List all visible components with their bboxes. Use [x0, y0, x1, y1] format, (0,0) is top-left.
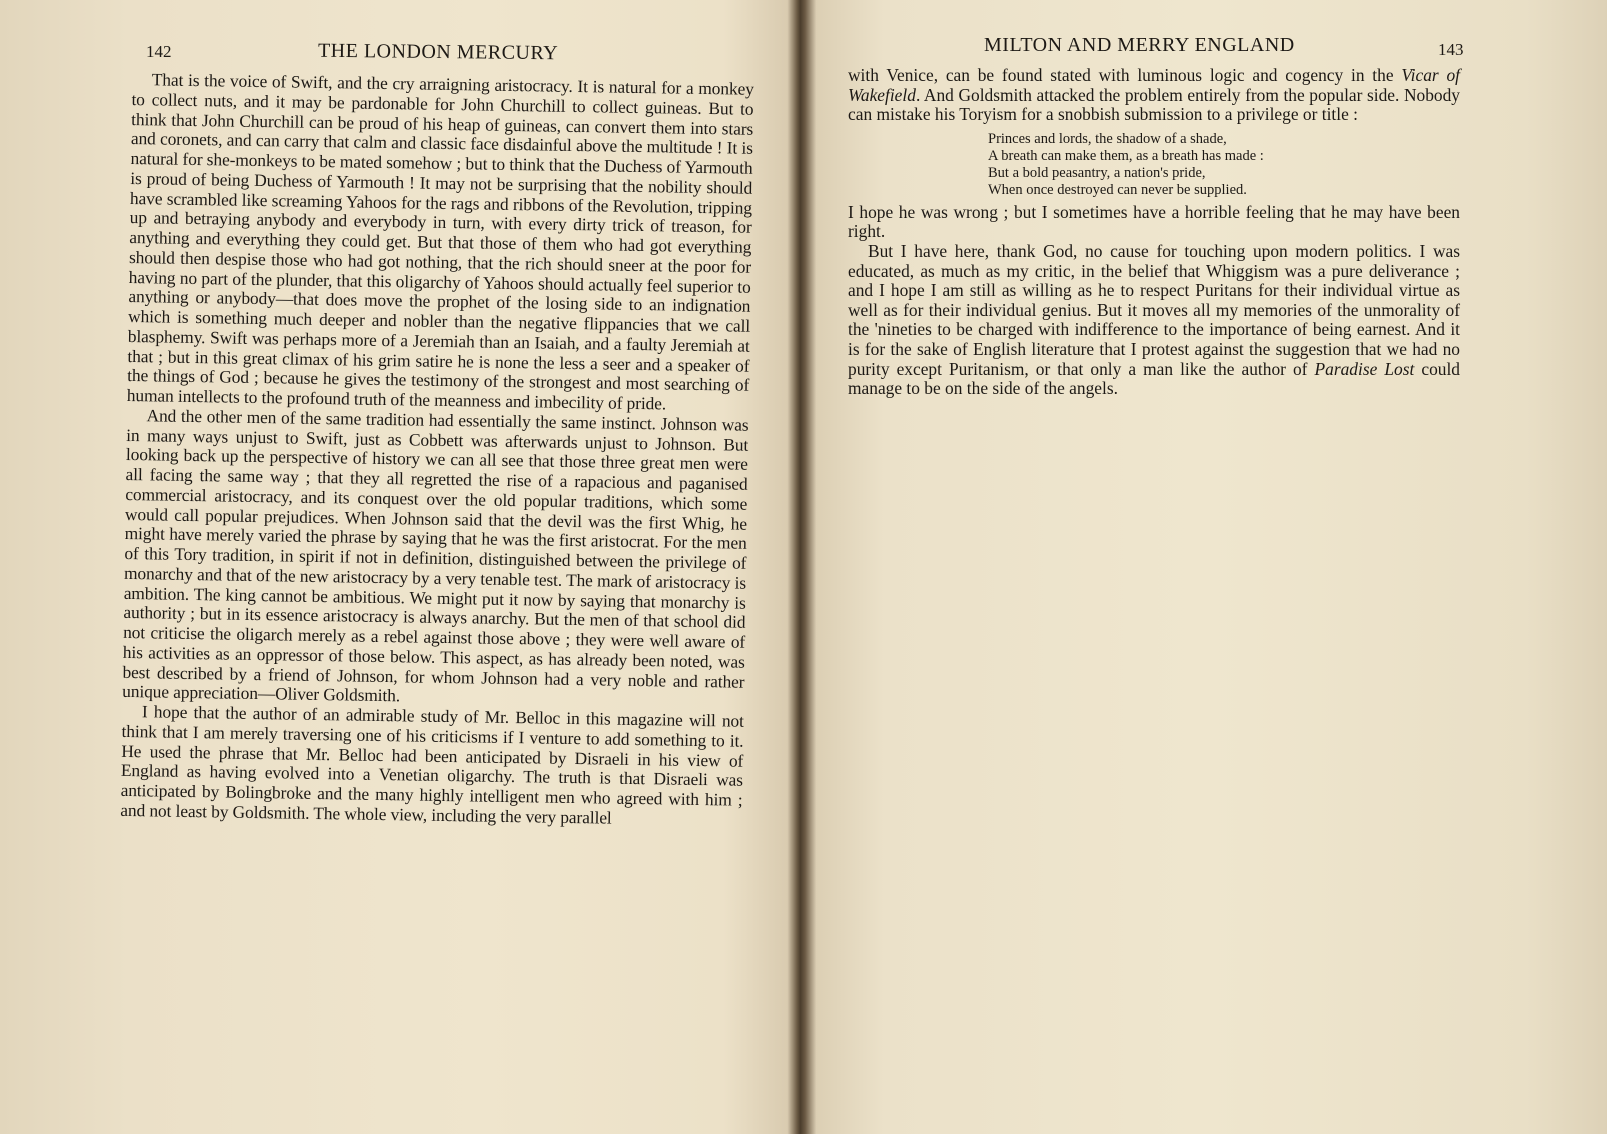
left-body-text [120, 70, 754, 830]
right-paragraph-3 [848, 242, 1460, 399]
left-page [0, 0, 796, 1134]
left-paragraph-2: And the other men of the same tradition had essentially the same instinct. Johnson was in many ways unjust to Swift, just as Cobbett was afterwards unjust to Johnson. But looking back up the perspective of history we can all see that those three great men were all facing the same way ; that they all regretted the rise of a rapacious and paganised commercial aristocracy, and its conquest over the old popular traditions, which some would call popular prejudices. When Johnson said that the devil was the first Whig, he might have merely varied the phrase by saying that he was the first aristocrat. For the men of this Tory tradition, in spirit if not in definition, distinguished between the privilege of monarchy and that of the new aristocracy by a very tenable test. The mark of aristocracy is ambition. The king cannot be ambitious. We might put it now by saying that monarchy is authority ; but in its essence aristocracy is always anarchy. But the men of that school did not criticise the oligarch merely as a rebel against those above ; they were well aware of his activities as an oppressor of those below. This aspect, as has already been noted, was best described by a friend of Johnson, for whom Johnson had a very noble and rather unique appreciation—Oliver Goldsmith. [122, 405, 749, 706]
book-title-vicar: Vicar of Wakefield [848, 65, 1460, 105]
right-paragraph-1 [848, 66, 1460, 125]
right-paragraph-1-text-b: . And Goldsmith attacked the problem entirely from the popular side. Nobody can mistake his Toryism for a snobbish submission to a privilege or title : [848, 84, 1460, 125]
book-title-paradise-lost: Paradise Lost [1314, 358, 1415, 379]
right-paragraph-3-text-a: But I have here, thank God, no cause for touching upon modern politics. I was educated, as much as my critic, in the belief that Whiggism was a pure deliverance ; and I hope I am still as willing as he to respect Puritans for their individual virtue as well as for their individual genius. But it moves all my memories of the unmorality of the 'nineties to be charged with indifference to the importance of being earnest. And it is for the sake of English literature that I protest against the suggestion that we had no purity except Puritanism, or that only a man like the author of [848, 240, 1460, 379]
right-body-text [848, 66, 1460, 399]
verse-line: When once destroyed can never be supplied. [988, 181, 1247, 198]
right-page [796, 0, 1607, 1134]
left-running-head: THE LONDON MERCURY [317, 39, 559, 65]
left-paragraph-3: I hope that the author of an admirable study of Mr. Belloc in this magazine will not think that I am merely traversing one of his criticisms if I venture to add something to it. He used the phrase that Mr. Belloc had been anticipated by Disraeli in his view of England as having evolved into a Venetian oligarchy. The truth is that Disraeli was anticipated by Bolingbroke and the many highly intelligent men who agreed with him ; and not least by Goldsmith. The whole view, including the very parallel [120, 701, 745, 828]
right-folio: 143 [1438, 40, 1464, 59]
right-paragraph-3-text-b: could manage to be on the side of the angels. [848, 358, 1461, 399]
left-folio: 142 [146, 42, 172, 61]
verse-line: A breath can make them, as a breath has made : [988, 147, 1264, 164]
left-paragraph-1: That is the voice of Swift, and the cry arraigning aristocracy. It is natural for a monkey to collect nuts, and it may be pardonable for John Churchill to collect guineas. But to think that John Churchill can be proud of his heap of guineas, can convert them into stars and coronets, and can carry that calm and classic face disdainful above the multitude ! It is natural for she-monkeys to be mated somehow ; but to think that the Duchess of Yarmouth is proud of being Duchess of Yarmouth ! It may not be surprising that the nobility should have scrambled like screaming Yahoos for the rags and ribbons of the Revolution, tripping up and betraying anybody and everybody in turn, with every dirty trick of treason, for anything and everything they could get. But that those of them who had got everything should then despise those who had got nothing, that the rich should sneer at the poor for having no part of the plunder, that this oligarchy of Yahoos should actually feel superior to anything or anybody—that does move the prophet of the losing side to an indignation which is something much deeper and nobler than the negative flippancies that we call blasphemy. Swift was perhaps more of a Jeremiah than an Isaiah, and a faulty Jeremiah at that ; but in this great climax of his grim satire he is none the less a seer and a speaker of the things of God ; because he gives the testimony of the strongest and most searching of human intellects to the profound truth of the meanness and imbecility of pride. [126, 69, 754, 414]
right-paragraph-2: I hope he was wrong ; but I sometimes have a horrible feeling that he may have been right. [848, 201, 1460, 242]
right-paragraph-1-text-a: with Venice, can be found stated with luminous logic and cogency in the [848, 65, 1402, 85]
verse-line: But a bold peasantry, a nation's pride, [988, 164, 1206, 181]
verse-line: Princes and lords, the shadow of a shade, [988, 130, 1227, 147]
verse-quotation [988, 131, 1460, 199]
right-running-head: MILTON AND MERRY ENGLAND [984, 34, 1295, 56]
